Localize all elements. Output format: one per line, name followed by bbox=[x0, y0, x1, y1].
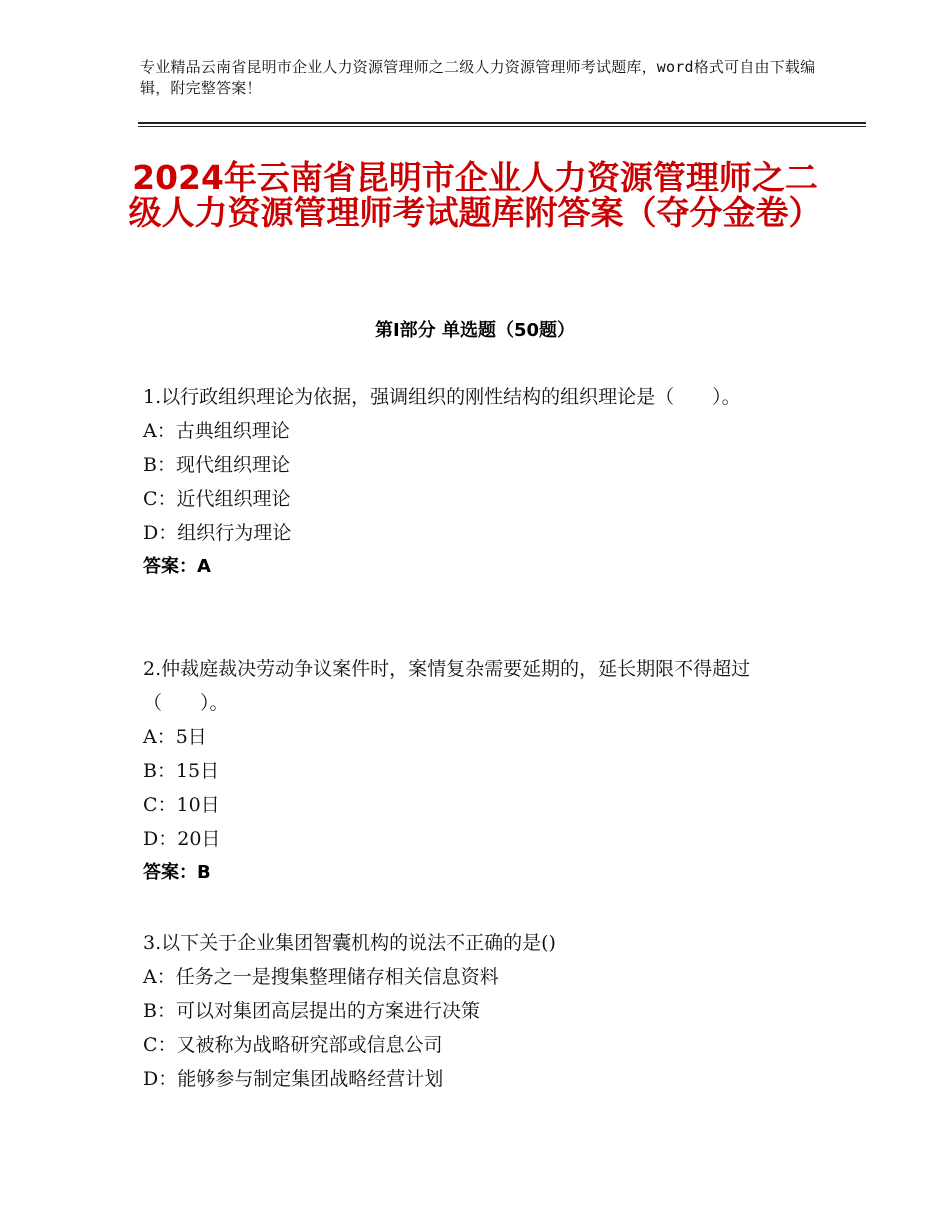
option-b: B：可以对集团高层提出的方案进行决策 bbox=[143, 1000, 480, 1022]
question-1 bbox=[143, 380, 823, 584]
question-3 bbox=[143, 926, 823, 1096]
option-c: C：近代组织理论 bbox=[143, 488, 291, 510]
option-c: C：又被称为战略研究部或信息公司 bbox=[143, 1034, 443, 1056]
header-note: 专业精品云南省昆明市企业人力资源管理师之二级人力资源管理师考试题库，word格式可自由下载编辑，附完整答案！ bbox=[140, 58, 816, 97]
option-a: A：任务之一是搜集整理储存相关信息资料 bbox=[143, 966, 499, 988]
section-title: 第Ⅰ部分 单选题（50题） bbox=[374, 320, 575, 341]
option-d: D：组织行为理论 bbox=[143, 522, 292, 544]
option-a: A：古典组织理论 bbox=[143, 420, 290, 442]
option-b: B：现代组织理论 bbox=[143, 454, 290, 476]
answer-line bbox=[143, 856, 823, 890]
answer-label: 答案： bbox=[143, 556, 197, 577]
question-stem: 1.以行政组织理论为依据，强调组织的刚性结构的组织理论是（ ）。 bbox=[143, 386, 741, 408]
question-stem: 2.仲裁庭裁决劳动争议案件时，案情复杂需要延期的，延长期限不得超过（ ）。 bbox=[143, 658, 751, 714]
document-title: 2024年云南省昆明市企业人力资源管理师之二级人力资源管理师考试题库附答案（夺分金卷） bbox=[128, 158, 822, 232]
option-b: B：15日 bbox=[143, 760, 220, 782]
option-d: D：20日 bbox=[143, 828, 221, 850]
option-d: D：能够参与制定集团战略经营计划 bbox=[143, 1068, 444, 1090]
option-c: C：10日 bbox=[143, 794, 220, 816]
header-divider-thin bbox=[138, 126, 866, 127]
answer-line bbox=[143, 550, 823, 584]
question-stem: 3.以下关于企业集团智囊机构的说法不正确的是() bbox=[143, 932, 556, 954]
answer-label: 答案： bbox=[143, 862, 197, 883]
answer-value: B bbox=[197, 862, 211, 883]
header-divider-thick bbox=[138, 122, 866, 124]
question-2 bbox=[143, 652, 823, 890]
answer-value: A bbox=[197, 556, 211, 577]
option-a: A：5日 bbox=[143, 726, 207, 748]
